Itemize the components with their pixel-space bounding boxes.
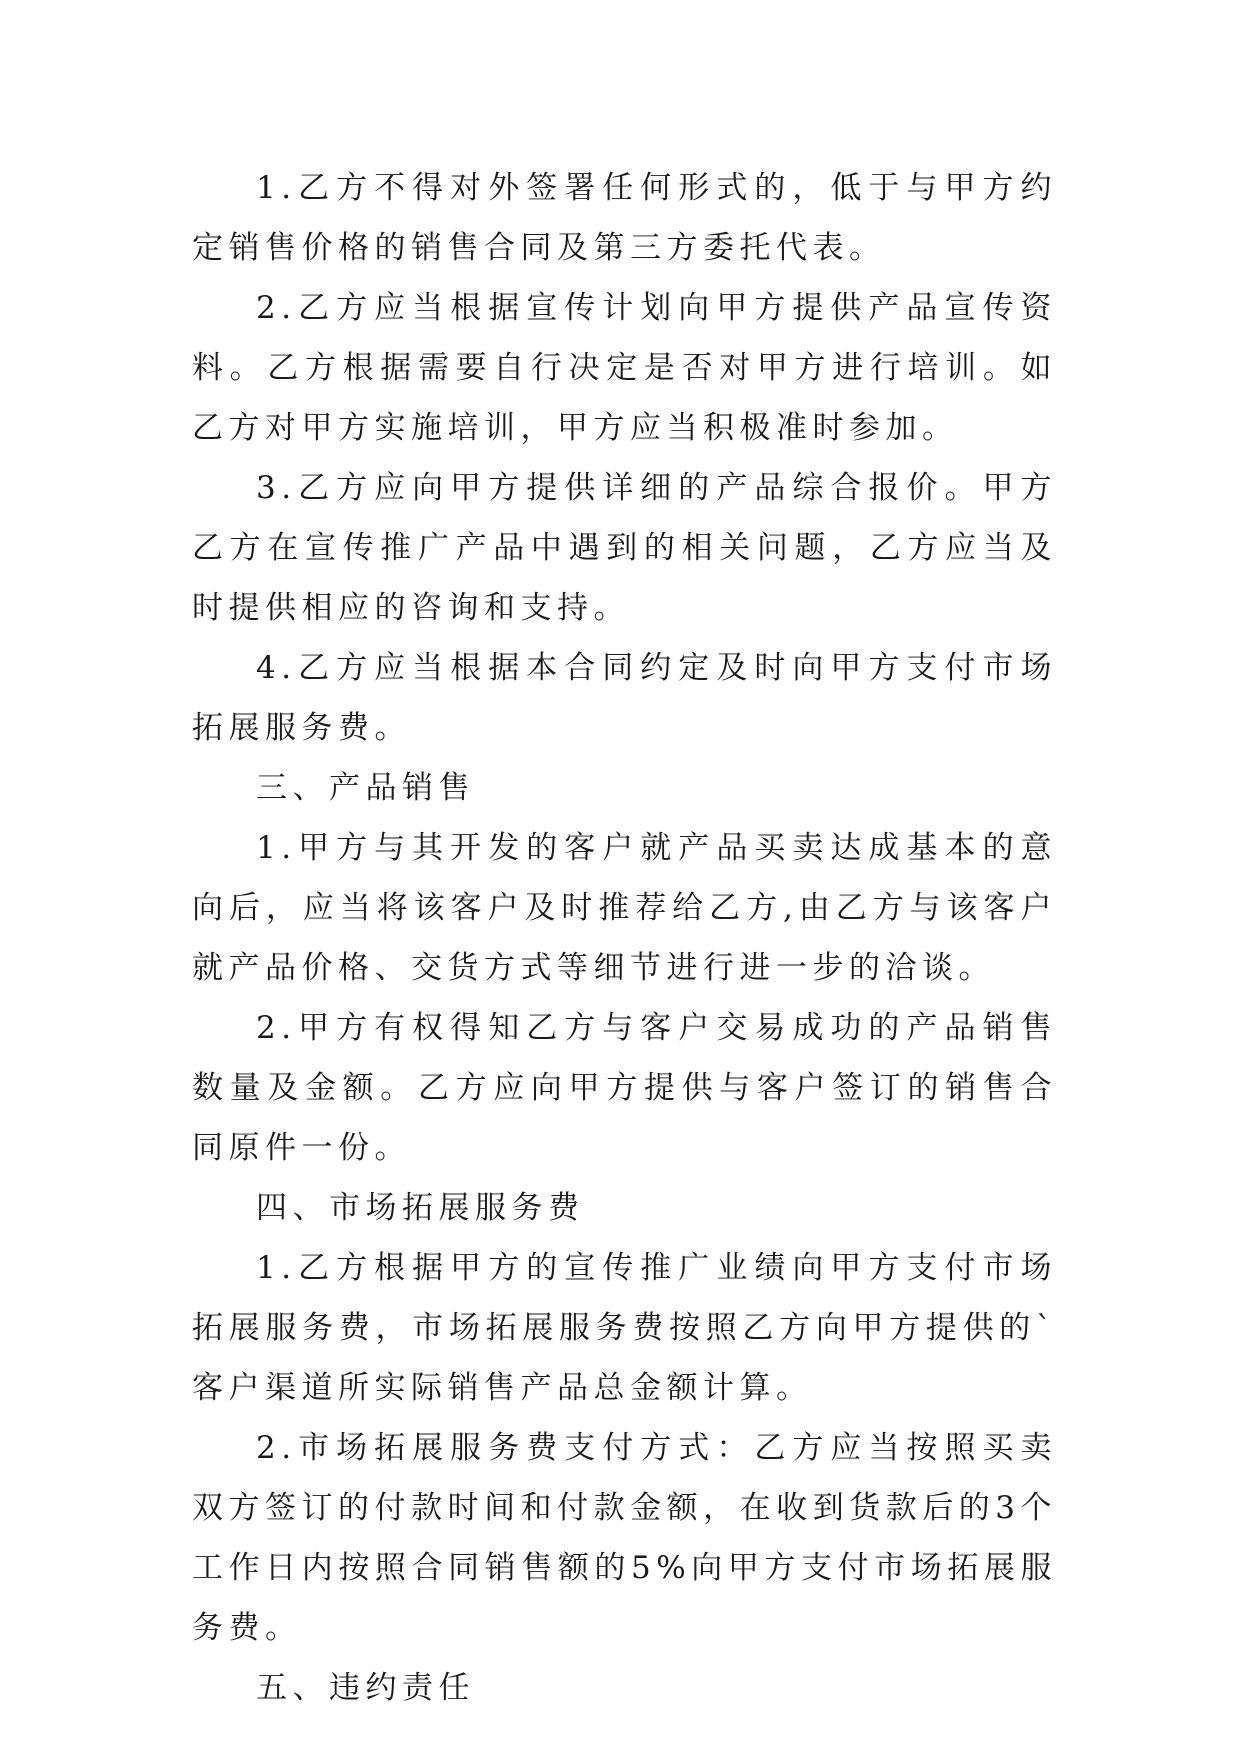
clause-4-item-2: 2.市场拓展服务费支付方式：乙方应当按照买卖双方签订的付款时间和付款金额，在收到货款后的3个工作日内按照合同销售额的5%向甲方支付市场拓展服务费。 [192,1430,1057,1646]
clause-2-item-3: 3.乙方应向甲方提供详细的产品综合报价。甲方乙方在宣传推广产品中遇到的相关问题，乙方应当及时提供相应的咨询和支持。 [192,470,1057,626]
section-4-heading: 四、市场拓展服务费 [256,1190,585,1226]
clause-2-item-2: 2.乙方应当根据宣传计划向甲方提供产品宣传资料。乙方根据需要自行决定是否对甲方进行培训。如乙方对甲方实施培训，甲方应当积极准时参加。 [192,290,1057,446]
section-3-heading: 三、产品销售 [256,770,475,806]
document-body [192,158,1057,1718]
section-5-heading: 五、违约责任 [256,1670,475,1706]
clause-2-item-4: 4.乙方应当根据本合同约定及时向甲方支付市场拓展服务费。 [192,650,1057,746]
clause-3-item-1: 1.甲方与其开发的客户就产品买卖达成基本的意向后，应当将该客户及时推荐给乙方,由乙方与该客户就产品价格、交货方式等细节进行进一步的洽谈。 [192,830,1057,986]
clause-4-item-1: 1.乙方根据甲方的宣传推广业绩向甲方支付市场拓展服务费，市场拓展服务费按照乙方向甲方提供的`客户渠道所实际销售产品总金额计算。 [192,1250,1057,1406]
clause-3-item-2: 2.甲方有权得知乙方与客户交易成功的产品销售数量及金额。乙方应向甲方提供与客户签订的销售合同原件一份。 [192,1010,1057,1166]
clause-2-item-1: 1.乙方不得对外签署任何形式的，低于与甲方约定销售价格的销售合同及第三方委托代表。 [192,170,1057,266]
